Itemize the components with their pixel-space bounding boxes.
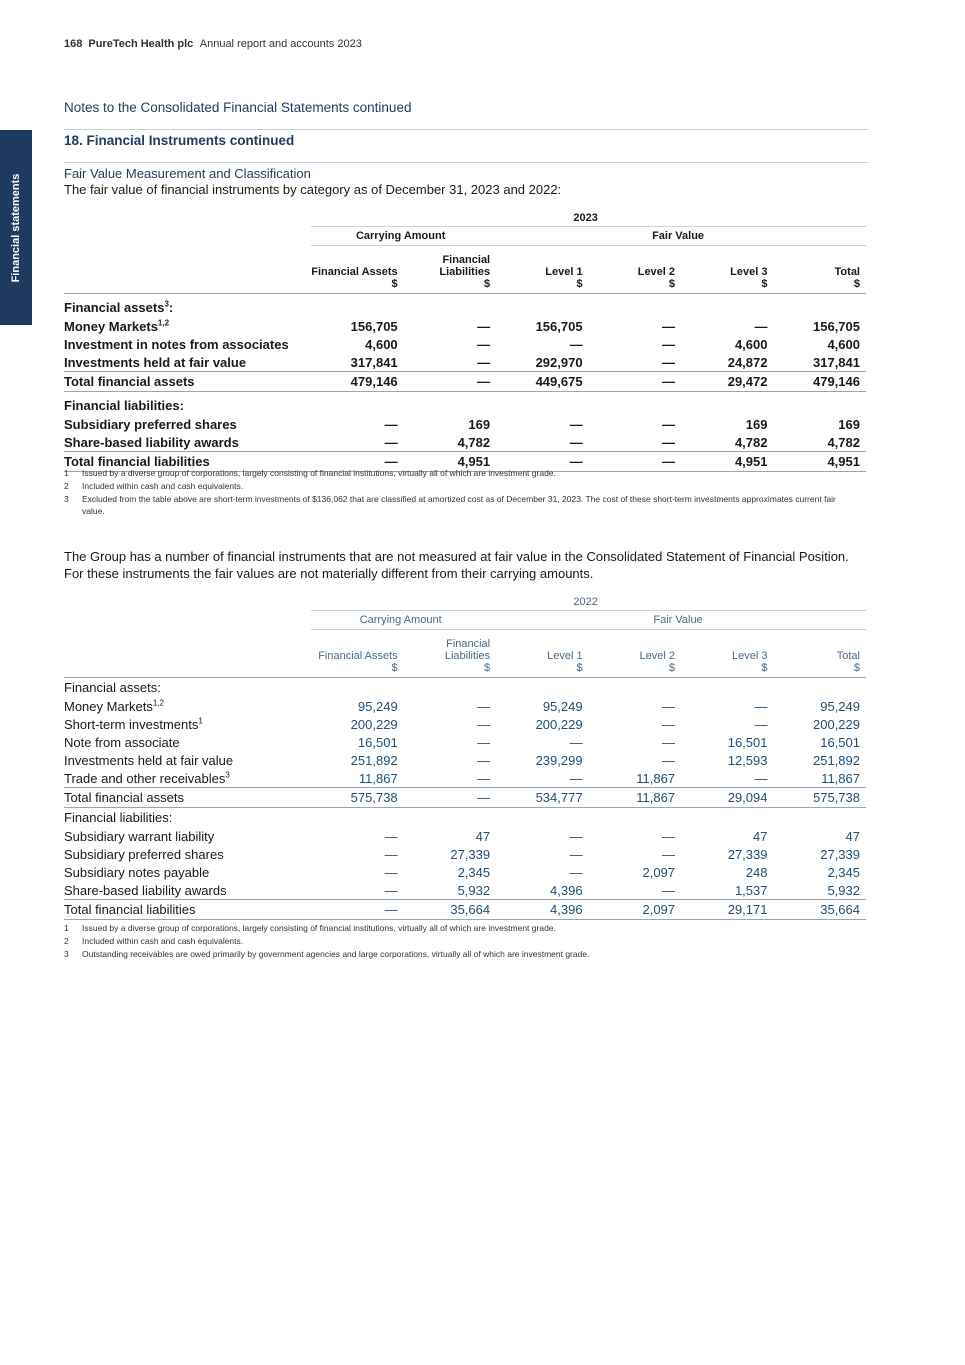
- table-row: Short-term investments$^1$ 200,229 — 200,229 — — 200,229: [64, 716, 860, 732]
- table-row: Money Markets$^{1,2}$ 95,249 — 95,249 — — 95,249: [64, 698, 860, 714]
- col-total: Total $: [834, 266, 860, 290]
- fair-value-header: Fair Value: [496, 227, 866, 246]
- intro-text: The fair value of financial instruments by category as of December 31, 2023 and 2022:: [64, 182, 562, 197]
- divider: [64, 129, 868, 130]
- table-row: Subsidiary preferred shares — 27,339 — — 27,339 27,339: [64, 846, 860, 862]
- table-row: Investment in notes from associates 4,600 — — — 4,600 4,600: [64, 336, 860, 352]
- col-financial-liabilities: Financial Liabilities $: [444, 638, 491, 674]
- col-level-3: Level 3 $: [730, 266, 768, 290]
- col-level-2: Level 2 $: [637, 266, 676, 290]
- footnote: 1 Issued by a diverse group of corporations, largely consisting of financial institutions, virtually all of which are investment grade.: [64, 468, 556, 478]
- table-row: Investments held at fair value 251,892 — 239,299 — 12,593 251,892: [64, 752, 860, 768]
- fair-value-table-2023: [64, 209, 866, 472]
- table-row: Subsidiary notes payable — 2,345 — 2,097 248 2,345: [64, 864, 860, 880]
- footnote: 3 Excluded from the table above are short-term investments of $136,062 that are classified at amortized cost as of December 31, 2023. The cost of these short-term investments approximates current fair value.: [64, 494, 836, 516]
- footnotes-2022: [64, 922, 854, 961]
- table-row: Investments held at fair value 317,841 — 292,970 — 24,872 317,841: [64, 354, 860, 370]
- footnote: 2 Included within cash and cash equivalents.: [64, 936, 244, 946]
- page-number: 168: [64, 38, 83, 50]
- side-tab-label: Financial statements: [10, 173, 22, 282]
- report-name: Annual report and accounts 2023: [199, 38, 362, 50]
- total-row: Total financial assets 479,146 — 449,675 — 29,472 479,146: [64, 372, 866, 392]
- footnote: 1 Issued by a diverse group of corporations, largely consisting of financial institutions, virtually all of which are investment grade.: [64, 923, 556, 933]
- table-row: Share-based liability awards — 5,932 4,396 — 1,537 5,932: [64, 882, 860, 898]
- fair-value-table-2022: [64, 593, 866, 920]
- table-row: Subsidiary warrant liability — 47 — — 47 47: [64, 828, 860, 844]
- footnote: 3 Outstanding receivables are owed primarily by government agencies and large corporations, virtually all of which are investment grade.: [64, 949, 590, 959]
- body-paragraph: The Group has a number of financial instruments that are not measured at fair value in the Consolidated Statement of Financial Position. For these instruments the fair values are not materially different from their carrying amounts.: [64, 549, 849, 581]
- total-row: Total financial liabilities — 4,951 — — 4,951 4,951: [64, 452, 866, 472]
- total-row: Total financial assets 575,738 — 534,777 11,867 29,094 575,738: [64, 788, 866, 808]
- fair-value-header: Fair Value: [496, 611, 866, 630]
- carrying-amount-header: Carrying Amount: [311, 227, 496, 246]
- col-level-1: Level 1 $: [545, 266, 583, 290]
- assets-heading: Financial assets$^3$:: [64, 294, 866, 318]
- col-financial-liabilities: Financial Liabilities $: [439, 254, 491, 290]
- col-financial-assets: Financial Assets $: [311, 266, 398, 290]
- carrying-amount-header: Carrying Amount: [311, 611, 496, 630]
- footnote: 2 Included within cash and cash equivalents.: [64, 481, 244, 491]
- liabilities-heading: Financial liabilities:: [64, 810, 173, 825]
- company-name: PureTech Health plc: [88, 38, 194, 50]
- liabilities-heading: Financial liabilities:: [64, 398, 184, 413]
- table-row: Share-based liability awards — 4,782 — — 4,782 4,782: [64, 434, 860, 450]
- table-row: Note from associate 16,501 — — — 16,501 16,501: [64, 734, 860, 750]
- table-row: Money Markets$^{1,2}$ 156,705 — 156,705 — — 156,705: [64, 318, 860, 334]
- year-header: 2023: [573, 211, 598, 224]
- year-header: 2022: [573, 595, 598, 608]
- page-header: [64, 38, 362, 50]
- table-row: Trade and other receivables$^3$ 11,867 — — 11,867 — 11,867: [64, 770, 860, 786]
- divider: [64, 162, 868, 163]
- col-total: Total $: [836, 650, 860, 674]
- section-side-tab: [0, 130, 32, 325]
- notes-title: Notes to the Consolidated Financial Statements continued: [64, 100, 412, 115]
- col-level-3: Level 3 $: [732, 650, 768, 674]
- table-row: Subsidiary preferred shares — 169 — — 169 169: [64, 416, 860, 432]
- total-row: Total financial liabilities — 35,664 4,396 2,097 29,171 35,664: [64, 900, 866, 920]
- assets-heading: Financial assets:: [64, 678, 866, 698]
- footnotes-2023: [64, 467, 854, 518]
- subsection-title: Fair Value Measurement and Classification: [64, 166, 311, 181]
- section-title: 18. Financial Instruments continued: [64, 133, 295, 148]
- col-financial-assets: Financial Assets $: [318, 650, 398, 674]
- col-level-1: Level 1 $: [547, 650, 583, 674]
- col-level-2: Level 2 $: [639, 650, 676, 674]
